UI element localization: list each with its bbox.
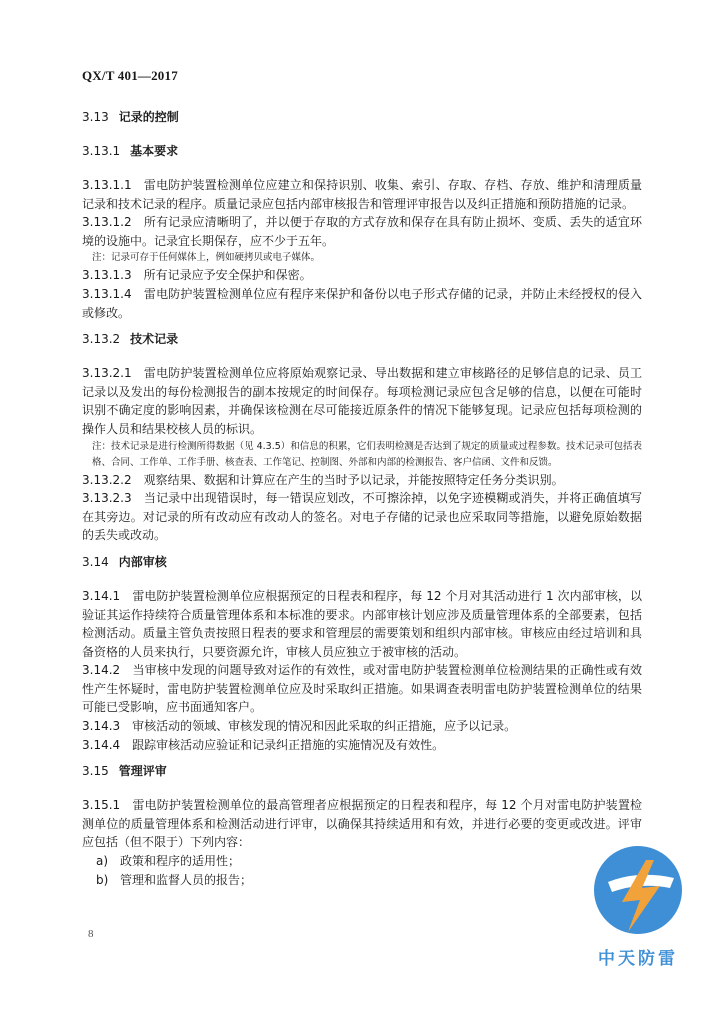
section-heading — [82, 108, 642, 126]
clause-paragraph: 3.13.1.3 所有记录应予安全保护和保密。 — [82, 268, 312, 283]
note-text: 注：技术记录是进行检测所得数据（见 4.3.5）和信息的积累，它们表明检测是否达到了规定的质量或过程参数。技术记录可包括表格、合同、工作单、工作手册、核查表、工作笔记、控制图、外部和内部的检测报告、客户信函、文件和反馈。 — [92, 440, 642, 468]
clause-paragraph: 3.13.1.2 所有记录应清晰明了，并以便于存取的方式存放和保存在具有防止损坏、变质、丢失的适宜环境的设施中。记录宜长期保存，应不少于五年。 — [82, 215, 642, 248]
section-number: 3.13 — [82, 110, 109, 124]
clause-paragraph: 3.13.2.3 当记录中出现错误时，每一错误应划改，不可擦涂掉，以免字迹模糊或消失，并将正确值填写在其旁边。对记录的所有改动应有改动人的签名。对电子存储的记录也应采取同等措施，以避免原始数据的丢失或改动。 — [82, 491, 642, 543]
section-title: 基本要求 — [130, 144, 179, 158]
list-item-text: 管理和监督人员的报告； — [120, 872, 253, 887]
watermark-text: 中天防雷 — [598, 949, 678, 969]
document-body — [82, 108, 642, 889]
clause-paragraph: 3.13.2.2 观察结果、数据和计算应在产生的当时予以记录，并能按照特定任务分类识别。 — [82, 472, 564, 487]
clause-paragraph: 3.14.1 雷电防护装置检测单位应根据预定的日程表和程序，每 12 个月对其活动进行 1 次内部审核，以验证其运作持续符合质量管理体系和本标准的要求。内部审核计划应涉及质量管理体系的全部要素，包括检测活动。质量主管负责按照日程表的要求和管理层的需要策划和组织内部审核。审核应由经过培训和具备资格的人员来执行，只要资源允许，审核人员应独立于被审核的活动。 — [82, 588, 642, 659]
clause-paragraph: 3.13.2.1 雷电防护装置检测单位应将原始观察记录、导出数据和建立审核路径的足够信息的记录、员工记录以及发出的每份检测报告的副本按规定的时间保存。每项检测记录应包含足够的信息，以便在可能时识别不确定度的影响因素，并确保该检测在尽可能接近原条件的情况下能够复现。记录应包括每项检测的操作人员和结果校核人员的标识。 — [82, 366, 642, 436]
clause-paragraph: 3.13.1.4 雷电防护装置检测单位应有程序来保护和备份以电子形式存储的记录，并防止未经授权的侵入或修改。 — [82, 286, 642, 320]
section-title: 技术记录 — [130, 332, 179, 347]
spacer — [82, 160, 642, 176]
document-header: QX/T 401—2017 — [82, 68, 178, 83]
lightning-logo-icon — [588, 840, 688, 940]
spacer — [82, 126, 642, 142]
clause-paragraph: 3.13.1.1 雷电防护装置检测单位应建立和保持识别、收集、索引、存取、存档、存放、维护和清理质量记录和技术记录的程序。质量记录应包括内部审核报告和管理评审报告以及纠正措施和预防措施的记录。 — [82, 178, 642, 211]
section-number: 3.15 — [82, 764, 109, 779]
spacer — [82, 754, 642, 762]
clause-paragraph: 3.14.3 审核活动的领域、审核发现的情况和因此采取的纠正措施，应予以记录。 — [82, 719, 517, 734]
section-number: 3.13.1 — [82, 144, 121, 158]
list-item — [96, 852, 642, 871]
section-title: 内部审核 — [118, 554, 167, 569]
spacer — [82, 322, 642, 330]
watermark-logo — [588, 840, 688, 970]
spacer — [82, 545, 642, 553]
section-heading — [82, 142, 642, 160]
clause-paragraph: 3.14.2 当审核中发现的问题导致对运作的有效性，或对雷电防护装置检测单位检测结果的正确性或有效性产生怀疑时，雷电防护装置检测单位应及时采取纠正措施。如果调查表明雷电防护装置检测单位的结果可能已受影响，应书面通知客户。 — [82, 663, 642, 715]
spacer — [82, 780, 642, 796]
list-item — [96, 871, 642, 890]
list-marker: a) — [96, 854, 109, 869]
page-number: 8 — [88, 928, 94, 940]
note-text: 注：记录可存于任何媒体上，例如硬拷贝或电子媒体。 — [92, 252, 321, 264]
section-number: 3.13.2 — [82, 332, 121, 347]
section-title: 管理评审 — [118, 764, 167, 779]
spacer — [82, 571, 642, 587]
list-marker: b) — [96, 872, 109, 887]
list-item-text: 政策和程序的适用性； — [120, 854, 241, 869]
section-heading — [82, 553, 642, 571]
clause-paragraph: 3.15.1 雷电防护装置检测单位的最高管理者应根据预定的日程表和程序，每 12 个月对雷电防护装置检测单位的质量管理体系和检测活动进行评审，以确保其持续适用和有效，并进行必要的变更或改进。评审应包括（但不限于）下列内容： — [82, 798, 642, 850]
section-title: 记录的控制 — [118, 110, 179, 124]
section-number: 3.14 — [82, 554, 109, 569]
section-heading — [82, 330, 642, 348]
clause-paragraph: 3.14.4 跟踪审核活动应验证和记录纠正措施的实施情况及有效性。 — [82, 737, 445, 752]
spacer — [82, 348, 642, 364]
section-heading — [82, 762, 642, 780]
